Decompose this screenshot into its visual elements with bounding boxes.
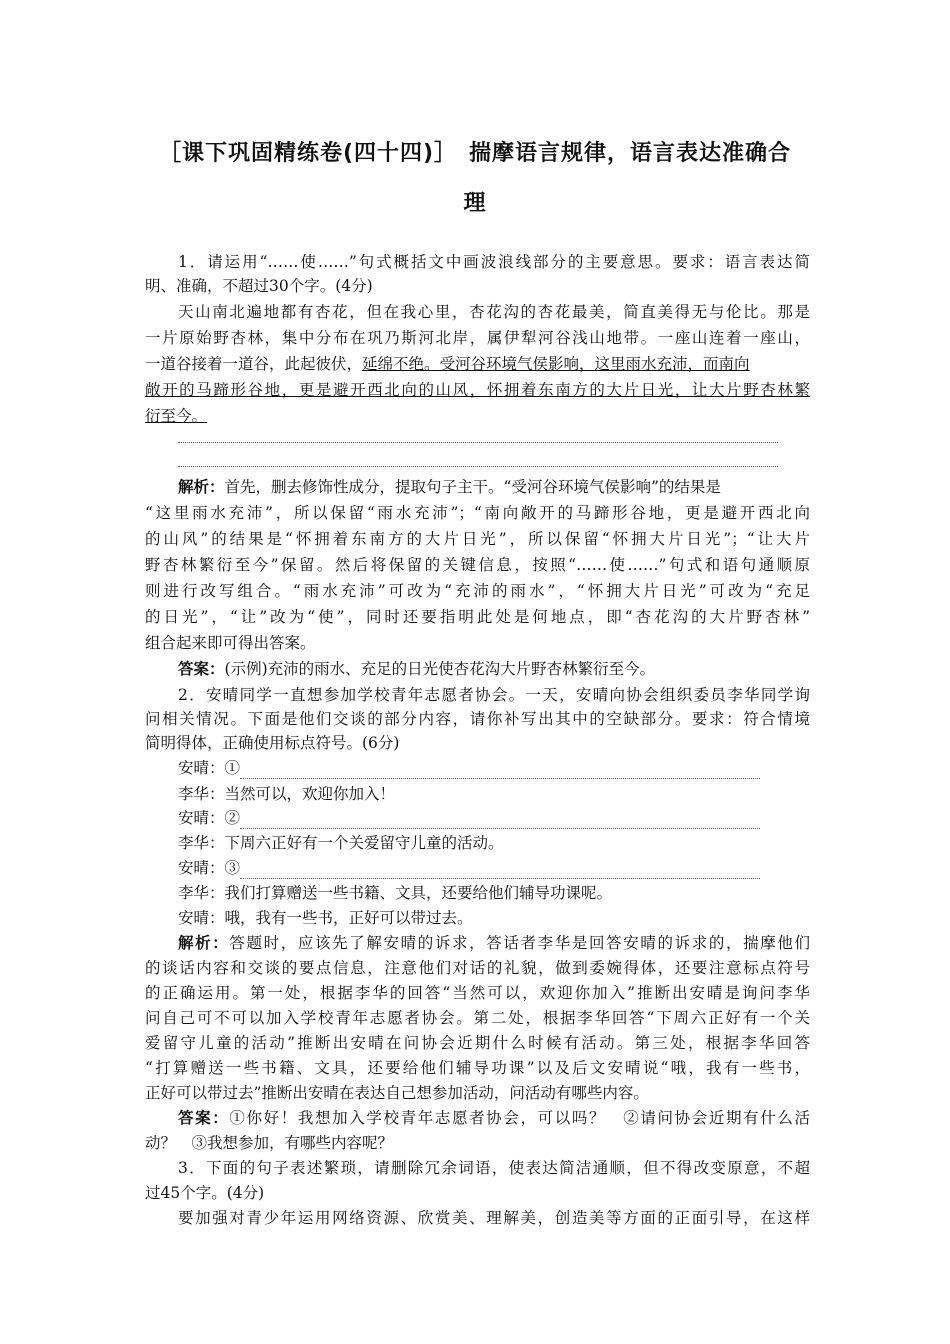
page-title: ［课下巩固精练卷(四十四)］ 揣摩语言规律，语言表达准确合 [158,141,792,166]
q2-analysis: “打算赠送一些书籍、文具，还要给他们辅导功课”以及后文安晴说“哦，我有一些书， [145,1059,810,1077]
analysis-label: 解析： [178,477,225,496]
q1-passage-wavy: 敞开的马蹄形谷地，更是避开西北向的山风，怀拥着东南方的大片日光，让大片野杏林繁 [145,381,810,399]
q2-dialogue-lihua-1: 李华：当然可以，欢迎你加入！ [178,785,396,803]
q1-prompt: 1．请运用“……使……”句式概括文中画波浪线部分的主要意思。要求：语言表达简 [178,253,810,271]
q1-passage: 天山南北遍地都有杏花，但在我心里，杏花沟的杏花最美，简直美得无与伦比。那是 [178,303,810,321]
q2-dialogue-lihua-3: 李华：我们打算赠送一些书籍、文具，还要给他们辅导功课呢。 [178,884,613,902]
q2-analysis: 的正确运用。第一处，根据李华的回答“当然可以，欢迎你加入”推断出安晴是询问李华 [145,984,810,1002]
q1-analysis: 解析：首先，删去修饰性成分，提取句子主干。“受河谷环境气侯影响”的结果是 [178,477,721,496]
q1-passage: 一片原始野杏林，集中分布在巩乃斯河北岸，属伊犁河谷浅山地带。一座山连着一座山， [145,329,810,347]
q1-passage-plain: 一道谷接着一道谷，此起彼伏， [145,355,363,373]
q1-passage [145,353,810,375]
q2-analysis: 问自己可不可以加入学校青年志愿者协会。第二处，根据李华回答“下周六正好有一个关 [145,1009,810,1027]
q2-prompt-cont: 问相关情况。下面是他们交谈的部分内容，请你补写出其中的空缺部分。要求：符合情境 [145,710,810,728]
q2-dialogue-anqing-4: 安晴：哦，我有一些书，正好可以带过去。 [178,909,473,927]
q3-prompt-cont: 过45个字。(4分) [145,1184,265,1202]
q2-analysis: 解析：答题时，应该先了解安晴的诉求，答话者李华是回答安晴的诉求的，揣摩他们 [178,933,810,952]
q1-answer: 答案：(示例)充沛的雨水、充足的日光使杏花沟大片野杏林繁衍至今。 [178,659,656,678]
q2-blank-2[interactable] [240,814,760,829]
q2-analysis: 的谈话内容和交谈的要点信息，注意他们对话的礼貌，做到委婉得体，还要注意标点符号 [145,959,810,977]
q1-answer-line[interactable] [178,466,778,467]
q1-analysis: “这里雨水充沛”，所以保留“雨水充沛”；“南向敞开的马蹄形谷地，更是避开西北向 [145,504,810,522]
q1-passage-wavy: 延绵不绝。受河谷环境气侯影响，这里雨水充沛，而南向 [362,355,750,373]
q2-dialogue-anqing-1: 安晴：① [178,757,810,779]
q1-analysis: 的日光”，“让”改为“使”，同时还要指明此处是何地点，即“杏花沟的大片野杏林” [145,608,810,626]
q2-blank-1[interactable] [240,764,760,779]
q1-passage-wavy: 衍至今。 [145,407,208,425]
analysis-label: 解析： [178,933,230,952]
q2-answer: 答案：①你好！我想加入学校青年志愿者协会，可以吗？ ②请问协会近期有什么活 [178,1108,810,1127]
q1-analysis: 野杏林繁衍至今”保留。然后将保留的关键信息，按照“……使……”句式和语句通顺原 [145,556,810,574]
q2-prompt: 2．安晴同学一直想参加学校青年志愿者协会。一天，安晴向协会组织委员李华同学询 [178,686,810,704]
q2-answer-cont: 动？ ③我想参加，有哪些内容呢？ [145,1134,394,1152]
q3-prompt: 3．下面的句子表述繁琐，请删除冗余词语，使表达简洁通顺，但不得改变原意，不超 [178,1159,810,1177]
q2-analysis: 爱留守儿童的活动”推断出安晴在问协会近期什么时候有活动。第三处，根据李华回答 [145,1034,810,1052]
q1-analysis: 则进行改写组合。“雨水充沛”可改为“充沛的雨水”，“怀拥大片日光”可改为“充足 [145,582,810,600]
page-title-continued: 理 [463,191,487,216]
q1-prompt-cont: 明、准确，不超过30个字。(4分) [145,277,373,295]
answer-label: 答案： [178,659,225,678]
q2-dialogue-lihua-2: 李华：下周六正好有一个关爱留守儿童的活动。 [178,834,504,852]
q2-dialogue-anqing-3: 安晴：③ [178,857,810,879]
q2-prompt-cont: 简明得体，正确使用标点符号。(6分) [145,734,400,752]
q1-analysis: 的山风”的结果是“怀拥着东南方的大片日光”，所以保留“怀拥大片日光”；“让大片 [145,530,810,548]
q2-blank-3[interactable] [240,864,760,879]
q3-sentence: 要加强对青少年运用网络资源、欣赏美、理解美，创造美等方面的正面引导，在这样 [178,1209,810,1227]
q1-analysis: 组合起来即可得出答案。 [145,634,316,652]
q1-answer-line[interactable] [178,442,778,443]
q2-dialogue-anqing-2: 安晴：② [178,807,810,829]
answer-label: 答案： [178,1108,230,1127]
q2-analysis: 正好可以带过去”推断出安晴在表达自己想参加活动，问活动有哪些内容。 [145,1084,649,1102]
